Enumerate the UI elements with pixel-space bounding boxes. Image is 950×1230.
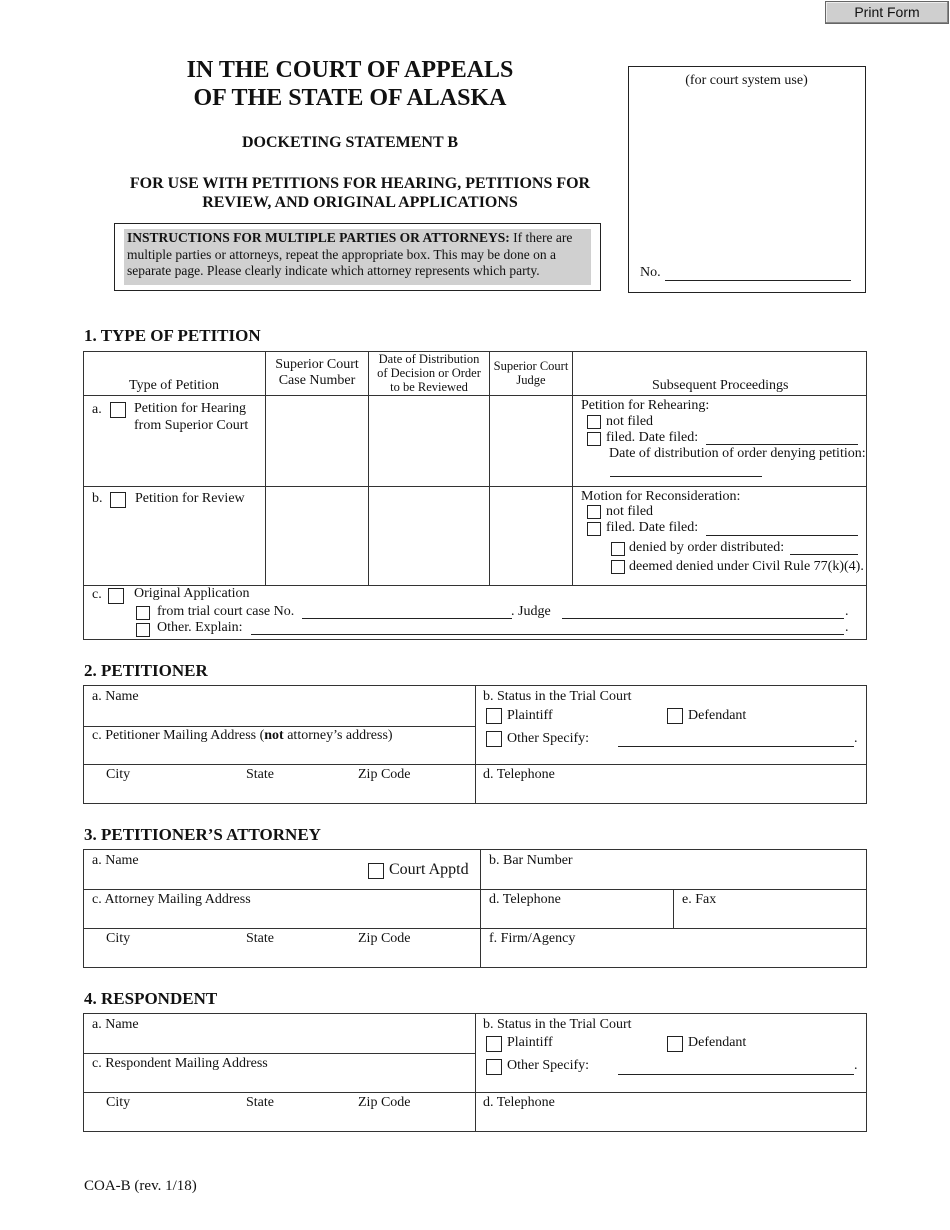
petitioner-telephone-field[interactable] (478, 783, 864, 801)
trial-court-judge-label: . Judge (511, 604, 551, 619)
trial-court-case-number-field[interactable] (302, 618, 512, 619)
bar-number-label: b. Bar Number (489, 853, 573, 868)
petitioner-table (83, 685, 867, 804)
rehearing-not-filed-checkbox[interactable] (587, 415, 601, 429)
respondent-telephone-label: d. Telephone (483, 1095, 555, 1110)
petitioner-other-field[interactable] (618, 746, 854, 747)
row-a-case-number-field[interactable] (267, 396, 367, 485)
attorney-mailing-label: c. Attorney Mailing Address (92, 892, 251, 907)
petitioner-mailing-field[interactable] (86, 744, 472, 762)
respondent-name-field[interactable] (86, 1034, 472, 1051)
respondent-status-label: b. Status in the Trial Court (483, 1017, 632, 1032)
respondent-city-label: City (106, 1095, 131, 1110)
col-subsequent-proceedings: Subsequent Proceedings (652, 378, 789, 393)
petitioner-defendant-checkbox[interactable] (667, 708, 683, 724)
col-case-number-line1: Superior Court (275, 357, 359, 372)
section3-title: 3. PETITIONER’S ATTORNEY (84, 825, 321, 844)
respondent-plaintiff-label: Plaintiff (507, 1035, 553, 1050)
row-a-date-field[interactable] (370, 396, 488, 485)
trial-court-judge-field[interactable] (562, 618, 844, 619)
print-form-button[interactable]: Print Form (825, 1, 949, 24)
petitioner-other-checkbox[interactable] (486, 731, 502, 747)
respondent-other-label: Other Specify: (507, 1058, 590, 1073)
court-use-no-label: No. (640, 265, 661, 280)
attorney-mailing-field[interactable] (86, 908, 478, 926)
rehearing-date-filed-field[interactable] (706, 444, 858, 445)
petitioner-mailing-label (92, 728, 393, 744)
respondent-state-label: State (246, 1095, 274, 1110)
petitioner-city-label: City (106, 767, 131, 782)
respondent-telephone-field[interactable] (478, 1111, 864, 1129)
trial-court-case-label: from trial court case No. (157, 604, 295, 619)
petitioner-plaintiff-label: Plaintiff (507, 708, 553, 723)
rehearing-distribution-label: Date of distribution of order denying petition: (609, 446, 866, 461)
petitioner-name-field[interactable] (86, 706, 472, 724)
attorney-zip-label: Zip Code (358, 931, 411, 946)
rehearing-filed-label: filed. Date filed: (606, 430, 699, 445)
court-title-line2: OF THE STATE OF ALASKA (193, 85, 507, 111)
respondent-mailing-field[interactable] (86, 1072, 472, 1090)
attorney-name-field[interactable] (86, 870, 356, 887)
deemed-denied-label: deemed denied under Civil Rule 77(k)(4). (629, 559, 864, 574)
petitioner-mailing-post: attorney’s address) (283, 728, 393, 743)
col-type-of-petition: Type of Petition (129, 378, 220, 393)
attorney-city-label: City (106, 931, 131, 946)
col-judge-line2: Judge (516, 373, 546, 387)
col-date-distribution (369, 352, 489, 394)
original-application-label: Original Application (134, 586, 250, 601)
row-b-date-field[interactable] (370, 487, 488, 584)
respondent-other-checkbox[interactable] (486, 1059, 502, 1075)
denied-by-order-label: denied by order distributed: (629, 540, 785, 555)
firm-agency-label: f. Firm/Agency (489, 931, 576, 946)
col-case-number (266, 357, 368, 389)
attorney-telephone-label: d. Telephone (489, 892, 561, 907)
attorney-city-state-zip-field[interactable] (86, 947, 478, 965)
attorney-telephone-field[interactable] (483, 908, 671, 926)
col-case-number-line2: Case Number (278, 373, 356, 388)
document-title: DOCKETING STATEMENT B (241, 134, 459, 151)
row-b-judge-field[interactable] (491, 487, 571, 584)
purpose-line2: REVIEW, AND ORIGINAL APPLICATIONS (202, 194, 518, 211)
court-appointed-checkbox[interactable] (368, 863, 384, 879)
row-b-case-number-field[interactable] (267, 487, 367, 584)
petitioner-state-label: State (246, 767, 274, 782)
reconsideration-filed-label: filed. Date filed: (606, 520, 699, 535)
attorney-table (83, 849, 867, 968)
petitioner-name-label: a. Name (92, 689, 139, 704)
firm-agency-field[interactable] (483, 947, 863, 965)
court-title (110, 56, 590, 112)
respondent-mailing-label: c. Respondent Mailing Address (92, 1056, 268, 1071)
col-judge-line1: Superior Court (493, 359, 569, 373)
purpose-line1: FOR USE WITH PETITIONS FOR HEARING, PETITIONS FOR (129, 175, 591, 192)
instructions-heading: INSTRUCTIONS FOR MULTIPLE PARTIES OR ATTORNEYS: (127, 230, 510, 245)
petition-review-label: Petition for Review (135, 491, 245, 506)
instructions-text (124, 229, 591, 285)
col-date-line2: of Decision or Order (377, 366, 481, 380)
trial-court-judge-period: . (845, 604, 849, 619)
respondent-city-state-zip-field[interactable] (86, 1111, 472, 1129)
respondent-name-label: a. Name (92, 1017, 139, 1032)
reconsideration-date-filed-field[interactable] (706, 535, 858, 536)
petitioner-mailing-bold: not (264, 728, 284, 743)
other-explain-period: . (845, 620, 849, 635)
respondent-other-period: . (854, 1058, 858, 1073)
court-use-no-field[interactable] (665, 280, 851, 281)
reconsideration-filed-checkbox[interactable] (587, 522, 601, 536)
row-a-letter: a. (92, 402, 102, 417)
petitioner-city-state-zip-field[interactable] (86, 783, 472, 801)
court-appointed-label: Court Apptd (389, 861, 469, 878)
reconsideration-not-filed-checkbox[interactable] (587, 505, 601, 519)
petitioner-telephone-label: d. Telephone (483, 767, 555, 782)
section1-title: 1. TYPE OF PETITION (84, 326, 261, 345)
petition-hearing-label-1: Petition for Hearing (134, 401, 246, 416)
col-date-line3: to be Reviewed (390, 380, 468, 394)
bar-number-field[interactable] (483, 870, 863, 887)
rehearing-title: Petition for Rehearing: (581, 398, 710, 413)
other-application-checkbox[interactable] (136, 623, 150, 637)
denied-by-order-checkbox[interactable] (611, 542, 625, 556)
reconsideration-title: Motion for Reconsideration: (581, 489, 741, 504)
respondent-other-field[interactable] (618, 1074, 854, 1075)
petitioner-plaintiff-checkbox[interactable] (486, 708, 502, 724)
row-b-letter: b. (92, 491, 103, 506)
section2-title: 2. PETITIONER (84, 661, 208, 680)
attorney-fax-label: e. Fax (682, 892, 717, 907)
denied-by-order-field[interactable] (790, 554, 858, 555)
petitioner-zip-label: Zip Code (358, 767, 411, 782)
purpose-heading (100, 174, 620, 212)
row-a-judge-field[interactable] (491, 396, 571, 485)
petitioner-other-period: . (854, 731, 858, 746)
petition-type-table (83, 351, 867, 640)
respondent-zip-label: Zip Code (358, 1095, 411, 1110)
petition-hearing-label-2: from Superior Court (134, 418, 249, 433)
court-use-box (628, 66, 866, 293)
original-application-checkbox[interactable] (108, 588, 124, 604)
row-c-letter: c. (92, 587, 102, 602)
respondent-defendant-label: Defendant (688, 1035, 747, 1050)
petition-review-checkbox[interactable] (110, 492, 126, 508)
other-explain-label: Other. Explain: (157, 620, 243, 635)
reconsideration-not-filed-label: not filed (606, 504, 654, 519)
instructions-body: If there are multiple parties or attorneys, repeat the appropriate box. This may be done on a separate page. Please clearly indicate which attorney represents which party. (127, 230, 573, 278)
section4-title: 4. RESPONDENT (84, 989, 218, 1008)
petitioner-mailing-pre: c. Petitioner Mailing Address ( (92, 728, 265, 743)
deemed-denied-checkbox[interactable] (611, 560, 625, 574)
rehearing-not-filed-label: not filed (606, 414, 654, 429)
rehearing-distribution-field[interactable] (610, 476, 762, 477)
respondent-defendant-checkbox[interactable] (667, 1036, 683, 1052)
respondent-table (83, 1013, 867, 1132)
form-revision-footer: COA-B (rev. 1/18) (84, 1178, 197, 1194)
col-date-line1: Date of Distribution (378, 352, 480, 366)
petitioner-status-label: b. Status in the Trial Court (483, 689, 632, 704)
petitioner-other-label: Other Specify: (507, 731, 590, 746)
court-title-line1: IN THE COURT OF APPEALS (186, 57, 514, 83)
col-judge (490, 359, 572, 387)
petition-hearing-checkbox[interactable] (110, 402, 126, 418)
attorney-state-label: State (246, 931, 274, 946)
rehearing-filed-checkbox[interactable] (587, 432, 601, 446)
petitioner-defendant-label: Defendant (688, 708, 747, 723)
instructions-box (114, 223, 601, 291)
attorney-fax-field[interactable] (676, 908, 864, 926)
trial-court-case-checkbox[interactable] (136, 606, 150, 620)
court-use-label: (for court system use) (685, 73, 808, 88)
respondent-plaintiff-checkbox[interactable] (486, 1036, 502, 1052)
attorney-name-label: a. Name (92, 853, 139, 868)
other-explain-field[interactable] (251, 634, 844, 635)
